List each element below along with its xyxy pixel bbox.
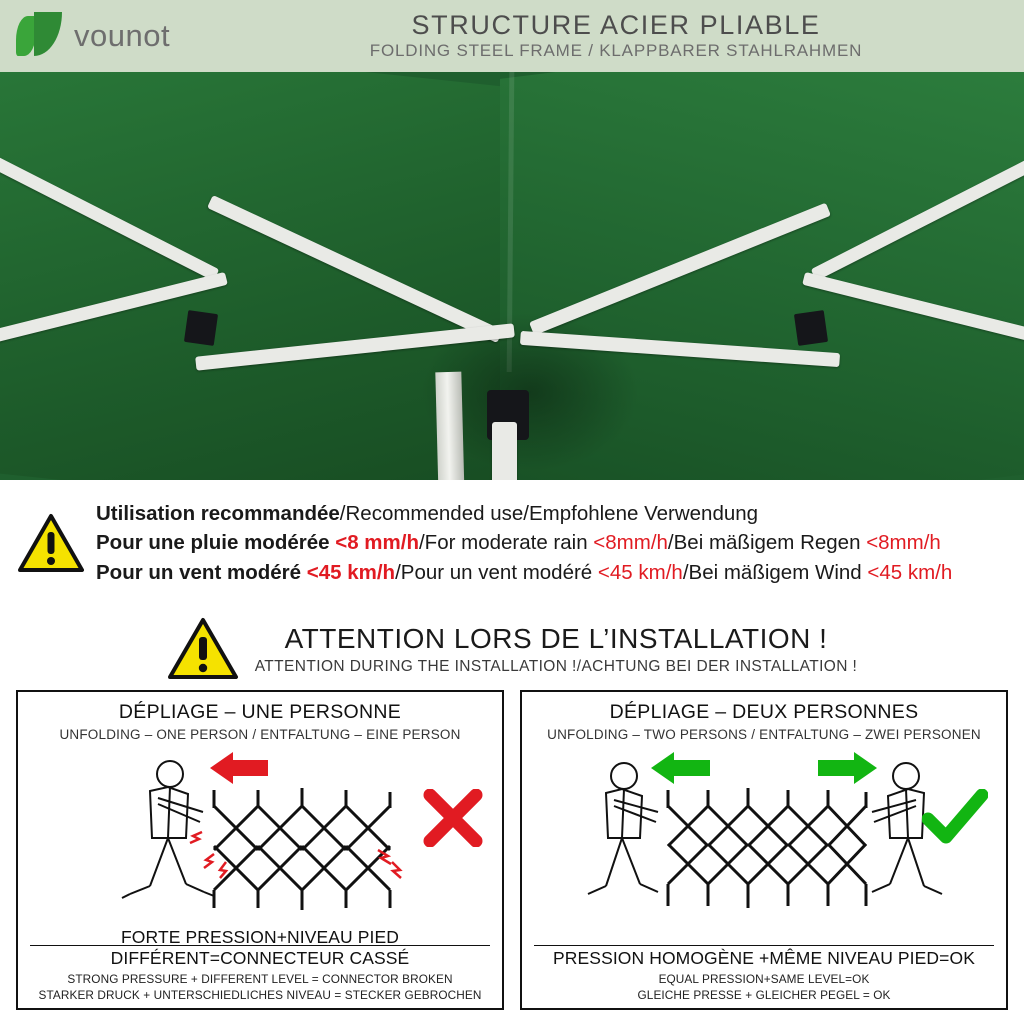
- frame-leg-pole: [435, 372, 464, 480]
- reco-line-1-en: Recommended use: [345, 502, 524, 526]
- panel-footer-sub: EQUAL PRESSION+SAME LEVEL=OK: [658, 972, 870, 986]
- brand-logo: [0, 0, 228, 72]
- reco-line-1-de: Empfohlene Verwendung: [528, 502, 759, 526]
- reco-line-2-en-label: For moderate rain: [424, 531, 594, 555]
- warning-triangle-icon: [18, 513, 84, 573]
- panel-footer-sub2: GLEICHE PRESSE + GLEICHER PEGEL = OK: [637, 988, 891, 1002]
- warning-triangle-icon: [167, 617, 239, 681]
- reco-line-1-fr: Utilisation recommandée: [96, 502, 340, 526]
- reco-line-2-fr-value: <8 mm/h: [335, 531, 419, 555]
- header-titles: [228, 11, 1024, 61]
- panel-two-persons: [520, 690, 1008, 1010]
- reco-line-2-de-label: Bei mäßigem Regen: [673, 531, 867, 555]
- check-icon: [922, 789, 988, 852]
- cross-icon: [422, 789, 484, 852]
- leaf-icon: [14, 10, 64, 62]
- reco-line-3-de-label: Bei mäßigem Wind: [688, 560, 868, 584]
- product-photo: [0, 72, 1024, 480]
- reco-line-3-en-label: Pour un vent modéré: [400, 560, 598, 584]
- recommended-use-text: [96, 499, 952, 586]
- panel-figure: [18, 746, 502, 926]
- panel-footer-main: PRESSION HOMOGÈNE +MÊME NIVEAU PIED=OK: [553, 948, 975, 968]
- panel-footer: [522, 948, 1006, 1002]
- frame-center-pole: [492, 422, 517, 480]
- instruction-panels: [0, 690, 1024, 1024]
- reco-line-3-fr-value: <45 km/h: [306, 560, 396, 584]
- reco-line-3-fr-label: Pour un vent modéré: [96, 560, 307, 584]
- panel-footer-main: FORTE PRESSION+NIVEAU PIED DIFFÉRENT=CONNECTEUR CASSÉ: [110, 927, 410, 968]
- panel-subtitle: UNFOLDING – TWO PERSONS / ENTFALTUNG – ZWEI PERSONEN: [547, 727, 981, 742]
- frame-joint: [794, 310, 828, 346]
- panel-subtitle: UNFOLDING – ONE PERSON / ENTFALTUNG – EINE PERSON: [59, 727, 461, 742]
- reco-line-2-en-value: <8mm/h: [593, 531, 668, 555]
- panel-one-person: [16, 690, 504, 1010]
- frame-joint: [184, 310, 218, 346]
- recommended-use-block: [0, 480, 1024, 606]
- reco-line-2-fr-label: Pour une pluie modérée: [96, 531, 336, 555]
- attention-block: [0, 608, 1024, 690]
- arrow-left-icon: [210, 752, 268, 784]
- panel-title: DÉPLIAGE – DEUX PERSONNES: [609, 701, 919, 723]
- panel-footer: [18, 927, 502, 1002]
- reco-line-3-de-value: <45 km/h: [867, 560, 953, 584]
- page-header: [0, 0, 1024, 72]
- panel-footer-sub2: STARKER DRUCK + UNTERSCHIEDLICHES NIVEAU = STECKER GEBROCHEN: [38, 988, 482, 1002]
- panel-figure: [522, 746, 1006, 926]
- attention-text: [255, 623, 858, 676]
- reco-line-3: Pour un vent modéré <45 km/h/Pour un vent modéré <45 km/h/Bei mäßigem Wind <45 km/h: [96, 560, 953, 584]
- arrow-left-right-icon: [651, 752, 877, 784]
- reco-line-3-en-value: <45 km/h: [597, 560, 683, 584]
- attention-subtitle: ATTENTION DURING THE INSTALLATION !/ACHTUNG BEI DER INSTALLATION !: [254, 657, 858, 675]
- page-title: STRUCTURE ACIER PLIABLE: [411, 9, 821, 40]
- page-subtitle: FOLDING STEEL FRAME / KLAPPBARER STAHLRAHMEN: [369, 41, 863, 61]
- reco-line-2: Pour une pluie modérée <8 mm/h/For moderate rain <8mm/h/Bei mäßigem Regen <8mm/h: [96, 531, 941, 555]
- panel-title: DÉPLIAGE – UNE PERSONNE: [118, 701, 402, 723]
- reco-line-2-de-value: <8mm/h: [866, 531, 941, 555]
- panel-footer-sub: STRONG PRESSURE + DIFFERENT LEVEL = CONNECTOR BROKEN: [67, 972, 453, 986]
- brand-name: vounot: [74, 18, 171, 53]
- panel-divider: [534, 945, 994, 946]
- reco-line-1: Utilisation recommandée/Recommended use/Empfohlene Verwendung: [96, 502, 759, 526]
- attention-title: ATTENTION LORS DE L’INSTALLATION !: [284, 622, 828, 654]
